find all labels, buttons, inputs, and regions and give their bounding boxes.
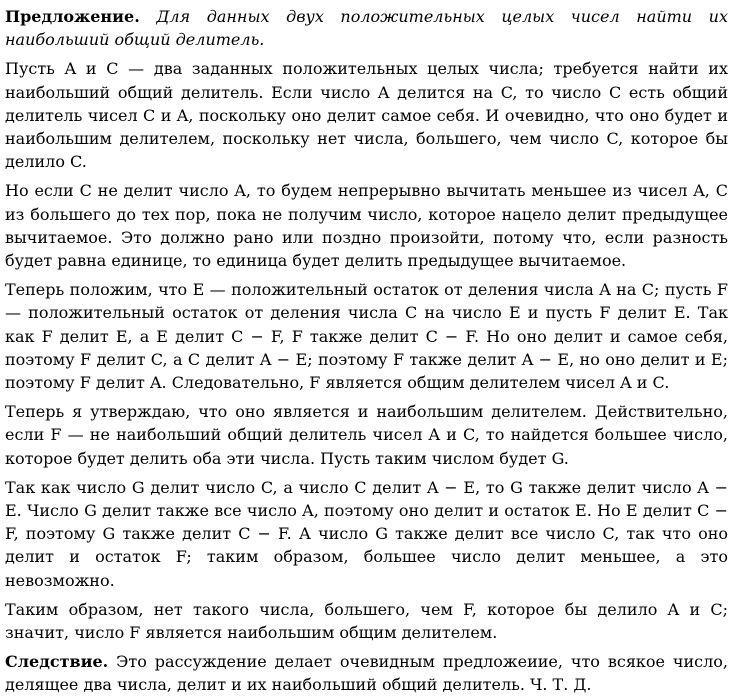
- body-paragraph-1: Пусть A и C — два заданных положительных целых числа; требуется найти их наибольший общий делитель. Если число A делится на C, то число C есть общий делитель чисел C и A, поскольку оно делит самое себя. И очевидно, что оно будет и наибольшим делителем, поскольку нет числа, большего, чем число C, которое бы делило C.: [5, 59, 728, 172]
- body-paragraph-2: Но если C не делит число A, то будем непрерывно вычитать меньшее из чисел A, C из большего до тех пор, пока не получим число, которое нацело делит предыдущее вычитаемое. Это должно рано или поздно произойти, потому что, если разность будет равна единице, то единица будет делить предыдущее вычитаемое.: [5, 181, 728, 271]
- proposition-paragraph: [5, 5, 728, 51]
- proposition-heading: Предложение.: [5, 7, 140, 26]
- body-paragraph-3: Теперь положим, что E — положительный остаток от деления числа A на C; пусть F — положительный остаток от деления числа C на число E и пусть F делит E. Так как F делит E, а E делит C − F, F также делит C − F. Но оно делит и самое себя, поэтому F делит C, а C делит A − E; поэтому F также делит A − E, но оно делит и E; поэтому F делит A. Следовательно, F является общим делителем чисел A и C.: [5, 280, 728, 393]
- corollary-heading: Следствие.: [5, 652, 109, 672]
- body-paragraph-5: Так как число G делит число C, а число C делит A − E, то G также делит число A − E. Число G делит также все число A, поэтому оно делит и остаток E. Но E делит C − F, поэтому G также делит C − F. А число G также делит все число C, так что оно делит и остаток F; таким образом, большее число делит меньшее, а это невозможно.: [5, 477, 728, 590]
- corollary-text: Это рассуждение делает очевидным предложеиие, что всякое число, делящее два числа, делит и их наибольший общий делитель. Ч. Т. Д.: [5, 652, 729, 695]
- corollary-paragraph: [5, 650, 728, 696]
- body-paragraph-4: Теперь я утверждаю, что оно является и наибольшим делителем. Действительно, если F — не наибольший общий делитель чисел A и C, то найдется большее число, которое будет делить оба эти числа. Пусть таким числом будет G.: [5, 402, 728, 468]
- proposition-statement: Для данных двух положительных целых чисел найти их наибольший общий делитель.: [5, 7, 729, 50]
- body-paragraph-6: Таким образом, нет такого числа, большего, чем F, которое бы делило A и C; значит, число F является наибольшим общим делителем.: [5, 599, 728, 643]
